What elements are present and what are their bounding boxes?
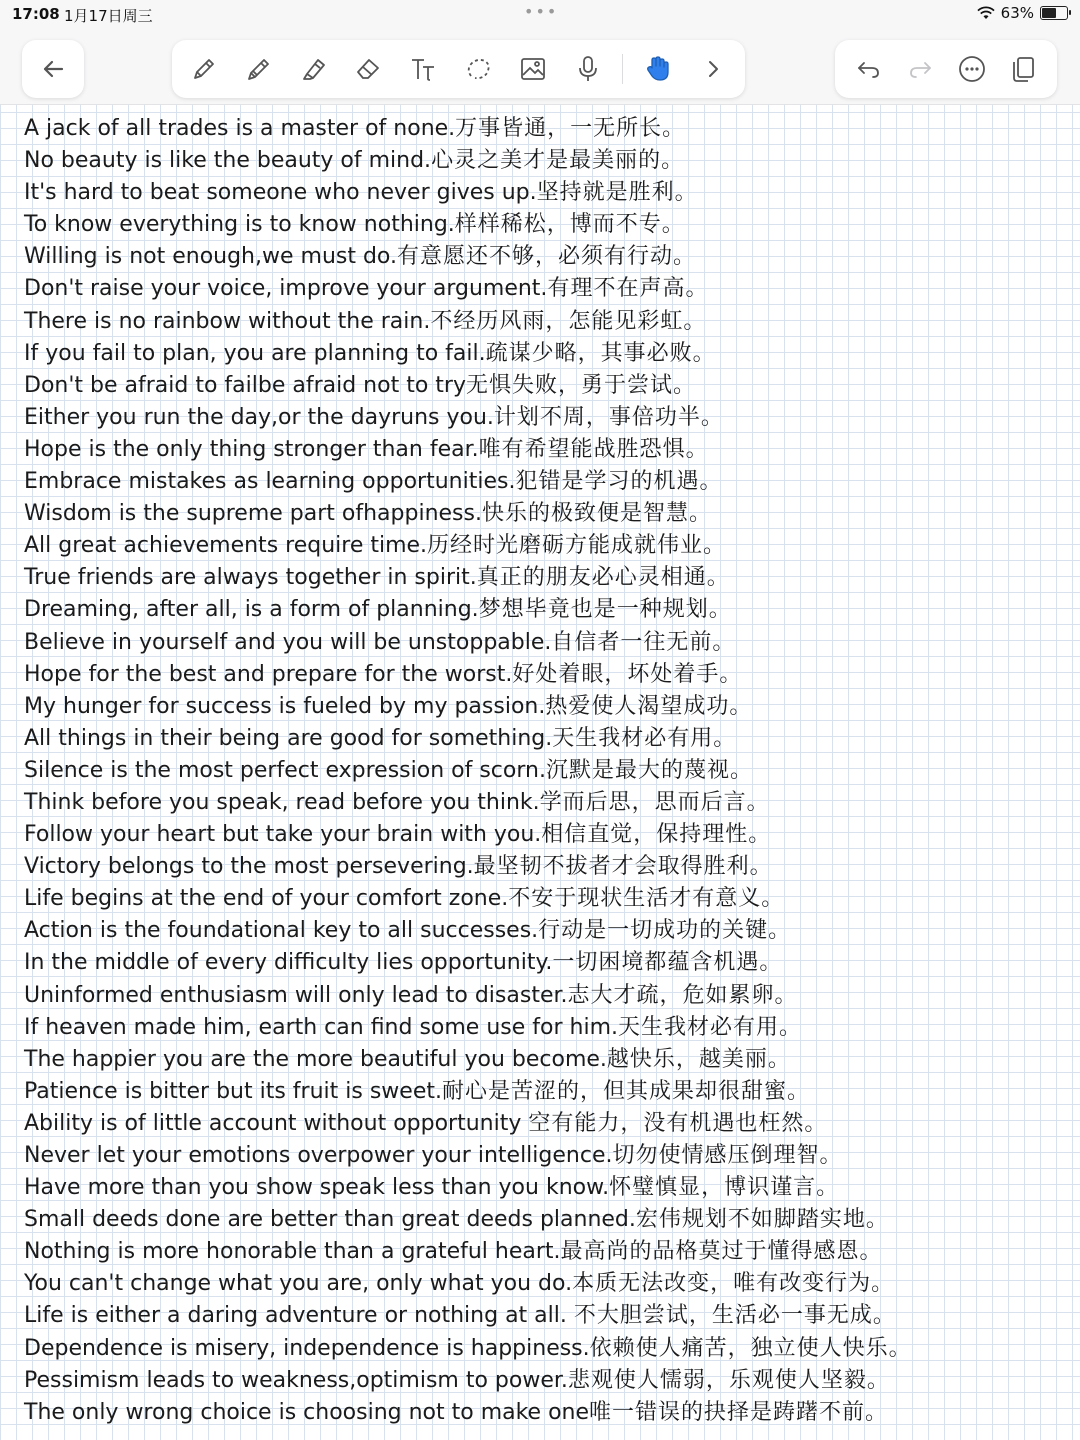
note-line (24, 1012, 1064, 1044)
english-quote: The happier you are the more beautiful you become. (24, 1046, 607, 1072)
chinese-translation: 天生我材必有用。 (552, 725, 737, 751)
chinese-translation: 不大胆尝试，生活必一事无成。 (573, 1303, 896, 1329)
english-quote: Victory belongs to the most persevering. (24, 854, 474, 880)
chinese-translation: 行动是一切成功的关键。 (538, 918, 792, 944)
english-quote: Embrace mistakes as learning opportunities. (24, 469, 516, 495)
lasso-icon (463, 54, 493, 84)
note-line (24, 1365, 1064, 1397)
chinese-translation: 样样稀松，博而不专。 (454, 212, 685, 238)
note-line (24, 113, 1064, 145)
note-line (24, 177, 1064, 209)
touch-draw-toggle[interactable] (638, 49, 678, 89)
chinese-translation: 最坚韧不拔者才会取得胜利。 (473, 854, 773, 880)
pen-icon (189, 54, 219, 84)
status-bar (0, 0, 1080, 28)
english-quote: All things in their being are good for something. (24, 725, 553, 751)
redo-button[interactable] (900, 49, 940, 89)
lasso-tool-button[interactable] (458, 49, 498, 89)
back-button[interactable] (33, 49, 73, 89)
english-quote: Never let your emotions overpower your intelligence. (24, 1143, 613, 1168)
english-quote: The only wrong choice is choosing not to make one (24, 1399, 590, 1425)
english-quote: Patience is bitter but its fruit is sweet. (24, 1078, 442, 1104)
note-line (24, 1044, 1064, 1076)
note-line (24, 755, 1064, 787)
chinese-translation: 空有能力，没有机遇也枉然。 (528, 1110, 828, 1136)
english-quote: Silence is the most perfect expression of scorn. (24, 757, 546, 783)
chinese-translation: 本质无法改变，唯有改变行为。 (572, 1271, 895, 1297)
status-date: 1月17日周三 (64, 7, 153, 25)
battery-percent: 63% (1000, 4, 1034, 22)
chinese-translation: 坚持就是胜利。 (536, 180, 698, 206)
chinese-translation: 好处着眼，坏处着手。 (512, 661, 743, 687)
note-line (24, 659, 1064, 691)
chinese-translation: 志大才疏，危如累卵。 (567, 982, 798, 1008)
note-line (24, 723, 1064, 755)
chinese-translation: 一切困境都蕴含机遇。 (552, 950, 783, 976)
note-line (24, 1172, 1064, 1204)
note-line (24, 1140, 1064, 1172)
highlighter-tool-button[interactable] (294, 49, 334, 89)
chinese-translation: 依赖使人痛苦，独立使人快乐。 (589, 1335, 912, 1361)
note-line (24, 402, 1064, 434)
note-line (24, 819, 1064, 851)
note-line (24, 530, 1064, 562)
expand-tools-button[interactable] (693, 49, 733, 89)
arrow-left-icon (38, 54, 68, 84)
english-quote: Willing is not enough,we must do. (24, 244, 398, 270)
status-right (977, 4, 1068, 22)
more-options-button[interactable] (952, 49, 992, 89)
chinese-translation: 唯有希望能战胜恐惧。 (478, 436, 709, 462)
chinese-translation: 心灵之美才是最美丽的。 (431, 148, 685, 174)
english-quote: No beauty is like the beauty of mind. (24, 148, 432, 174)
note-line (24, 1236, 1064, 1268)
chinese-translation: 有意愿还不够，必须有行动。 (397, 244, 697, 270)
chinese-translation: 最高尚的品格莫过于懂得感恩。 (560, 1239, 883, 1265)
english-quote: It's hard to beat someone who never gives up. (24, 180, 537, 206)
eraser-icon (353, 54, 383, 84)
note-line (24, 338, 1064, 370)
note-line (24, 947, 1064, 979)
chinese-translation: 悲观使人懦弱，乐观使人坚毅。 (567, 1367, 890, 1393)
note-line (24, 1108, 1064, 1140)
more-icon (957, 54, 987, 84)
english-quote: Believe in yourself and you will be unstoppable. (24, 629, 552, 655)
chinese-translation: 唯一错误的抉择是踌躇不前。 (589, 1399, 889, 1425)
undo-button[interactable] (849, 49, 889, 89)
chinese-translation: 耐心是苦涩的，但其成果却很甜蜜。 (441, 1078, 810, 1104)
wifi-icon (977, 6, 995, 20)
english-quote: My hunger for success is fueled by my passion. (24, 693, 546, 719)
note-line (24, 787, 1064, 819)
chinese-translation: 学而后思，思而后言。 (539, 789, 770, 815)
chinese-translation: 自信者一往无前。 (551, 629, 736, 655)
english-quote: In the middle of every difficulty lies opportunity. (24, 950, 553, 976)
tool-palette (172, 40, 745, 98)
note-line (24, 434, 1064, 466)
eraser-tool-button[interactable] (348, 49, 388, 89)
chinese-translation: 切勿使情感压倒理智。 (612, 1143, 843, 1168)
note-line (24, 466, 1064, 498)
chinese-translation: 不经历风雨，怎能见彩虹。 (430, 308, 707, 334)
pen-tool-button[interactable] (184, 49, 224, 89)
note-line (24, 306, 1064, 338)
chinese-translation: 计划不周，事倍功半。 (493, 404, 724, 430)
english-quote: Wisdom is the supreme part ofhappiness. (24, 501, 482, 527)
english-quote: You can't change what you are, only what you do. (24, 1271, 573, 1297)
note-line (24, 1300, 1064, 1332)
chinese-translation: 真正的朋友必心灵相通。 (476, 565, 730, 591)
note-line (24, 1076, 1064, 1108)
english-quote: There is no rainbow without the rain. (24, 308, 431, 334)
pages-button[interactable] (1003, 49, 1043, 89)
text-tool-button[interactable] (403, 49, 443, 89)
english-quote: Dependence is misery, independence is happiness. (24, 1335, 590, 1361)
english-quote: True friends are always together in spirit. (24, 565, 477, 591)
chinese-translation: 天生我材必有用。 (618, 1014, 803, 1040)
note-line (24, 562, 1064, 594)
chinese-translation: 犯错是学习的机遇。 (515, 469, 723, 495)
english-quote: Don't be afraid to failbe afraid not to try (24, 372, 466, 398)
note-line (24, 1397, 1064, 1429)
note-line (24, 594, 1064, 626)
chinese-translation: 有理不在声高。 (547, 276, 709, 302)
note-line (24, 209, 1064, 241)
chinese-translation: 快乐的极致便是智慧。 (481, 501, 712, 527)
back-group (22, 40, 84, 98)
note-line (24, 273, 1064, 305)
image-icon (518, 54, 548, 84)
note-line (24, 145, 1064, 177)
english-quote: Have more than you show speak less than you know. (24, 1175, 610, 1201)
note-line (24, 883, 1064, 915)
chinese-translation: 怀璧慎显，博识谨言。 (609, 1175, 840, 1201)
english-quote: Uninformed enthusiasm will only lead to disaster. (24, 982, 568, 1008)
english-quote: Either you run the day,or the dayruns you. (24, 404, 494, 430)
english-quote: Nothing is more honorable than a grateful heart. (24, 1239, 561, 1265)
english-quote: Life is either a daring adventure or nothing at all. (24, 1303, 574, 1329)
battery-icon (1040, 6, 1068, 20)
english-quote: If you fail to plan, you are planning to fail. (24, 340, 486, 366)
english-quote: Hope is the only thing stronger than fear. (24, 436, 479, 462)
note-line (24, 370, 1064, 402)
toolbar (0, 28, 1080, 105)
english-quote: Don't raise your voice, improve your argument. (24, 276, 548, 302)
audio-record-button[interactable] (568, 49, 608, 89)
english-quote: To know everything is to know nothing. (24, 212, 455, 238)
pencil-tool-button[interactable] (239, 49, 279, 89)
english-quote: Ability is of little account without opportunity (24, 1110, 529, 1136)
english-quote: Action is the foundational key to all successes. (24, 918, 539, 944)
note-line (24, 1333, 1064, 1365)
chinese-translation: 梦想毕竟也是一种规划。 (478, 597, 732, 623)
english-quote: If heaven made him, earth can find some use for him. (24, 1014, 618, 1040)
note-line (24, 915, 1064, 947)
chevron-right-icon (698, 54, 728, 84)
english-quote: Think before you speak, read before you think. (24, 789, 540, 815)
highlighter-icon (299, 54, 329, 84)
english-quote: Follow your heart but take your brain with you. (24, 822, 542, 848)
pages-icon (1008, 54, 1038, 84)
undo-icon (854, 54, 884, 84)
english-quote: Hope for the best and prepare for the worst. (24, 661, 513, 687)
note-line (24, 498, 1064, 530)
note-line (24, 627, 1064, 659)
chinese-translation: 不安于现状生活才有意义。 (508, 886, 785, 912)
english-quote: All great achievements require time. (24, 533, 428, 559)
chinese-translation: 沉默是最大的蔑视。 (545, 757, 753, 783)
action-group (835, 40, 1057, 98)
note-page[interactable] (24, 113, 1064, 1429)
note-line (24, 241, 1064, 273)
chinese-translation: 越快乐，越美丽。 (606, 1046, 791, 1072)
english-quote: Dreaming, after all, is a form of planning. (24, 597, 479, 623)
note-line (24, 1204, 1064, 1236)
multitasking-dots[interactable]: ••• (524, 2, 559, 21)
pencil-icon (244, 54, 274, 84)
note-line (24, 1268, 1064, 1300)
status-time: 17:08 (12, 5, 60, 23)
note-line (24, 691, 1064, 723)
english-quote: Small deeds done are better than great deeds planned. (24, 1207, 636, 1233)
chinese-translation: 历经时光磨砺方能成就伟业。 (427, 533, 727, 559)
english-quote: Life begins at the end of your comfort zone. (24, 886, 509, 912)
toolbar-separator (622, 54, 623, 84)
redo-icon (905, 54, 935, 84)
hand-touch-icon (643, 54, 673, 84)
chinese-translation: 无惧失败，勇于尝试。 (465, 372, 696, 398)
chinese-translation: 疏谋少略，其事必败。 (485, 340, 716, 366)
text-tool-icon (408, 54, 438, 84)
chinese-translation: 热爱使人渴望成功。 (545, 693, 753, 719)
battery-fill (1042, 8, 1056, 18)
note-line (24, 980, 1064, 1012)
microphone-icon (573, 54, 603, 84)
image-tool-button[interactable] (513, 49, 553, 89)
chinese-translation: 宏伟规划不如脚踏实地。 (635, 1207, 889, 1233)
chinese-translation: 相信直觉，保持理性。 (541, 822, 772, 848)
chinese-translation: 万事皆通，一无所长。 (455, 116, 686, 141)
note-line (24, 851, 1064, 883)
english-quote: A jack of all trades is a master of none. (24, 116, 456, 141)
english-quote: Pessimism leads to weakness,optimism to power. (24, 1367, 568, 1393)
